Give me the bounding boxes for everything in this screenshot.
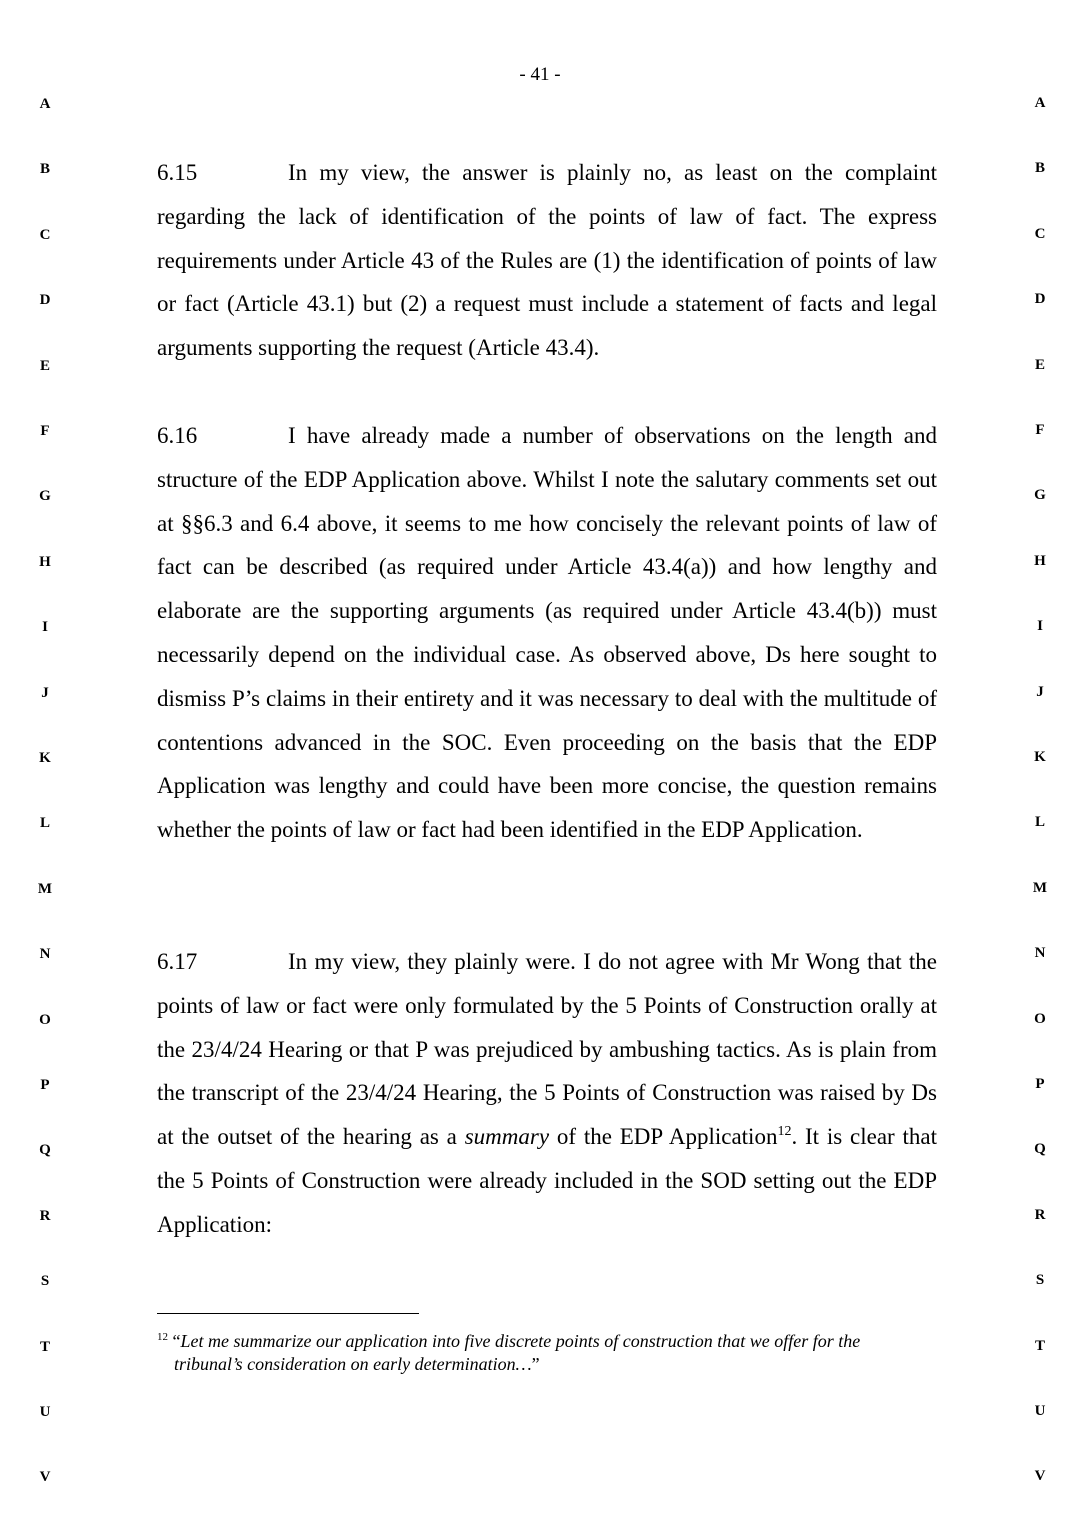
margin-letter-right: L [1034, 814, 1045, 831]
margin-letter-left: T [39, 1338, 50, 1355]
margin-letter-left: K [39, 750, 51, 766]
paragraph-text: In my view, the answer is plainly no, as least on the complaint regarding the lack of identification of the points of law of fact. The express requirements under Article 43 of the Rules are (1) the identification of points of law or fact (Article 43.1) but (2) a request must include a statement of facts and legal arguments supporting the request (Article 43.4). [157, 160, 937, 361]
margin-letter-right: B [1034, 160, 1045, 177]
margin-letter-left: H [39, 553, 51, 570]
footnote-text: tribunal’s consideration on early determination… [174, 1354, 532, 1374]
footnote-reference[interactable]: 12 [777, 1124, 792, 1140]
margin-letter-left: U [39, 1404, 51, 1420]
margin-letter-right: V [1034, 1468, 1046, 1485]
margin-letter-right: O [1034, 1010, 1046, 1027]
margin-letter-left: M [37, 880, 53, 897]
margin-letter-right: D [1034, 291, 1046, 308]
paragraph-number: 6.16 [157, 423, 198, 448]
margin-letter-right: P [1035, 1076, 1045, 1092]
margin-letter-left: E [39, 357, 50, 374]
margin-letter-right: Q [1034, 1141, 1046, 1158]
margin-letter-right: R [1034, 1206, 1046, 1223]
margin-letter-right: N [1034, 945, 1046, 962]
margin-letter-left: O [39, 1011, 51, 1028]
margin-letter-left: Q [39, 1142, 51, 1159]
margin-letter-left: R [39, 1207, 51, 1224]
margin-letter-left: C [39, 226, 51, 243]
paragraph-number: 6.15 [157, 160, 198, 185]
margin-letter-right: I [1037, 618, 1043, 635]
footnote-separator [157, 1313, 419, 1314]
margin-letter-right: E [1034, 356, 1045, 373]
margin-letter-right: M [1032, 879, 1048, 896]
footnote-text: Let me summarize our application into five discrete points of construction that we offer for the [180, 1331, 861, 1351]
margin-letter-right: H [1034, 552, 1046, 569]
margin-letter-left: B [39, 161, 50, 178]
footnote-number: 12 [157, 1331, 168, 1343]
emphasis-summary: summary [464, 1124, 550, 1150]
margin-letter-right: T [1034, 1337, 1045, 1354]
margin-letter-left: V [39, 1469, 51, 1486]
margin-letter-right: U [1034, 1403, 1046, 1419]
margin-letter-right: C [1034, 225, 1046, 242]
margin-letter-left: A [39, 96, 51, 112]
paragraph-6-17 [157, 940, 937, 1247]
margin-letter-left: J [41, 684, 49, 701]
margin-letter-right: G [1034, 487, 1046, 504]
margin-letter-right: J [1036, 683, 1044, 700]
margin-letter-right: K [1034, 749, 1046, 765]
margin-letter-left: D [39, 292, 51, 309]
margin-letter-right: S [1035, 1272, 1045, 1289]
paragraph-6-15 [157, 151, 937, 370]
footnote-12 [157, 1326, 937, 1376]
paragraph-text: In my view, they plainly were. I do not agree with Mr Wong that the points of law or fact were only formulated by the 5 Points of Construction orally at the 23/4/24 Hearing or that P was prejudiced by ambushing tactics. As is plain from the transcript of the 23/4/24 Hearing, the 5 Points of Construction was raised by Ds at the outset of the hearing as a [157, 949, 937, 1150]
paragraph-text: of the EDP Application [549, 1124, 778, 1150]
paragraph-text: I have already made a number of observations on the length and structure of the EDP Application above. Whilst I note the salutary comments set out at §§6.3 and 6.4 above, it seems to me how concisely the relevant points of law of fact can be described (as required under Article 43.4(a)) and how lengthy and elaborate are the supporting arguments (as required under Article 43.4(b)) must necessarily depend on the individual case. As observed above, Ds here sought to dismiss P’s claims in their entirety and it was necessary to deal with the multitude of contentions advanced in the SOC. Even proceeding on the basis that the EDP Application was lengthy and could have been more concise, the question remains whether the points of law or fact had been identified in the EDP Application. [157, 423, 937, 843]
margin-letter-left: F [40, 423, 50, 439]
margin-letter-left: S [40, 1273, 50, 1290]
footnote-close-quote: ” [531, 1354, 540, 1374]
margin-letter-left: P [40, 1077, 50, 1093]
footnote-open-quote: “ [172, 1331, 181, 1351]
margin-letter-right: A [1034, 95, 1046, 111]
margin-letter-left: I [42, 619, 48, 636]
paragraph-text: . It is clear that the 5 Points of Construction were already included in the SOD setting out the EDP Application: [157, 1124, 937, 1237]
margin-letter-left: N [39, 946, 51, 963]
margin-letter-left: G [39, 488, 51, 505]
margin-letter-right: F [1035, 422, 1045, 438]
margin-letter-left: L [39, 815, 50, 832]
page-number: - 41 - [519, 64, 561, 85]
paragraph-6-16 [157, 414, 937, 852]
paragraph-number: 6.17 [157, 949, 198, 974]
